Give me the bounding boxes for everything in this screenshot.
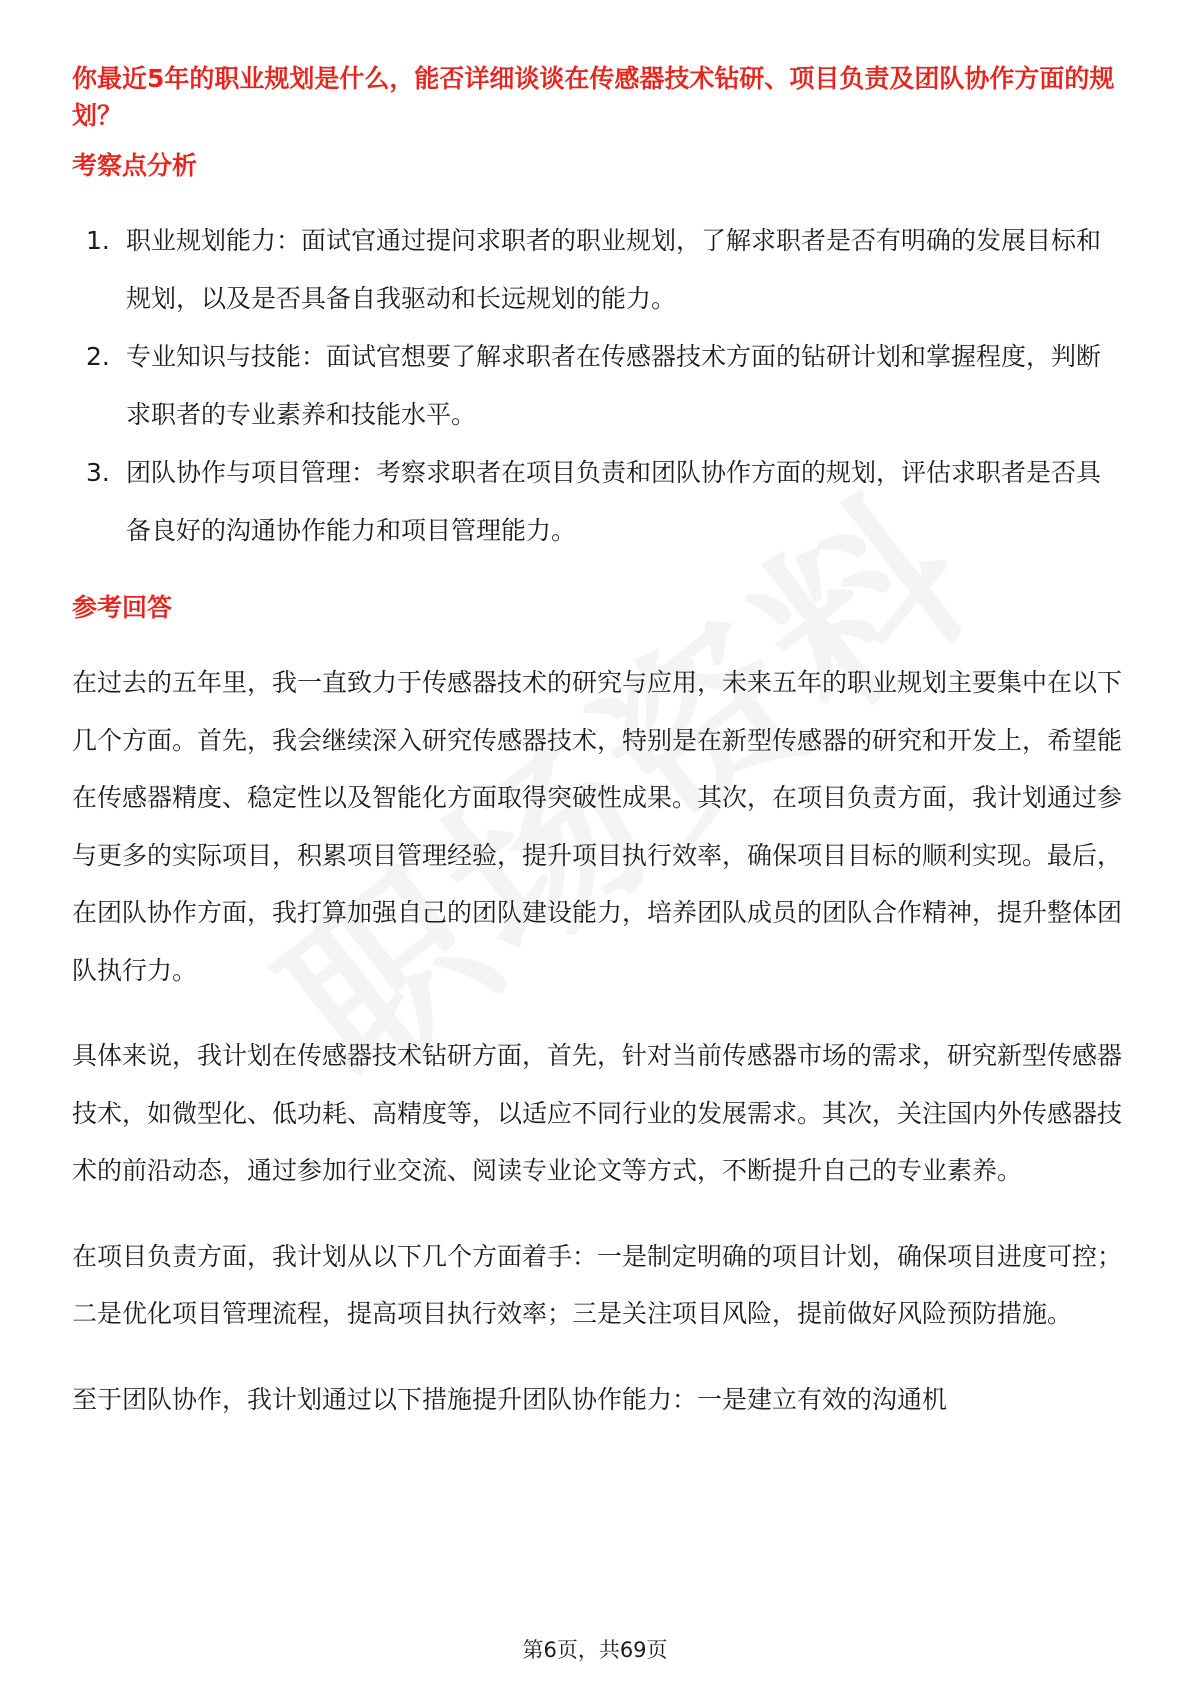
answer-paragraph: 在过去的五年里，我一直致力于传感器技术的研究与应用，未来五年的职业规划主要集中在以下几个方面。首先，我会继续深入研究传感器技术，特别是在新型传感器的研究和开发上，希望能在传感器精度、稳定性以及智能化方面取得突破性成果。其次，在项目负责方面，我计划通过参与更多的实际项目，积累项目管理经验，提升项目执行效率，确保项目目标的顺利实现。最后，在团队协作方面，我打算加强自己的团队建设能力，培养团队成员的团队合作精神，提升整体团队执行力。 [72,668,1123,985]
analysis-points [72,212,1122,560]
answer-paragraph: 具体来说，我计划在传感器技术钻研方面，首先，针对当前传感器市场的需求，研究新型传感器技术，如微型化、低功耗、高精度等，以适应不同行业的发展需求。其次，关注国内外传感器技术的前沿动态，通过参加行业交流、阅读专业论文等方式，不断提升自己的专业素养。 [72,1041,1123,1185]
page-content [72,60,1122,1456]
point-text: 职业规划能力：面试官通过提问求职者的职业规划，了解求职者是否有明确的发展目标和规划，以及是否具备自我驱动和长远规划的能力。 [126,226,1102,313]
point-number: 1. [86,226,110,255]
point-text: 专业知识与技能：面试官想要了解求职者在传感器技术方面的钻研计划和掌握程度，判断求职者的专业素养和技能水平。 [126,342,1102,429]
point-text: 团队协作与项目管理：考察求职者在项目负责和团队协作方面的规划，评估求职者是否具备良好的沟通协作能力和项目管理能力。 [126,458,1102,545]
point-number: 2. [86,342,110,371]
answer-heading: 参考回答 [72,593,173,622]
analysis-point [72,444,1122,560]
answer-paragraph: 在项目负责方面，我计划从以下几个方面着手：一是制定明确的项目计划，确保项目进度可控；二是优化项目管理流程，提高项目执行效率；三是关注项目风险，提前做好风险预防措施。 [72,1241,1123,1328]
analysis-heading: 考察点分析 [72,151,198,180]
point-number: 3. [86,458,110,487]
analysis-point [72,328,1122,444]
question-title: 你最近5年的职业规划是什么，能否详细谈谈在传感器技术钻研、项目负责及团队协作方面的规划？ [72,64,1115,130]
answer-paragraph: 至于团队协作，我计划通过以下措施提升团队协作能力：一是建立有效的沟通机 [72,1384,948,1414]
page-number-footer: 第6页，共69页 [522,1638,668,1662]
analysis-point [72,212,1122,328]
